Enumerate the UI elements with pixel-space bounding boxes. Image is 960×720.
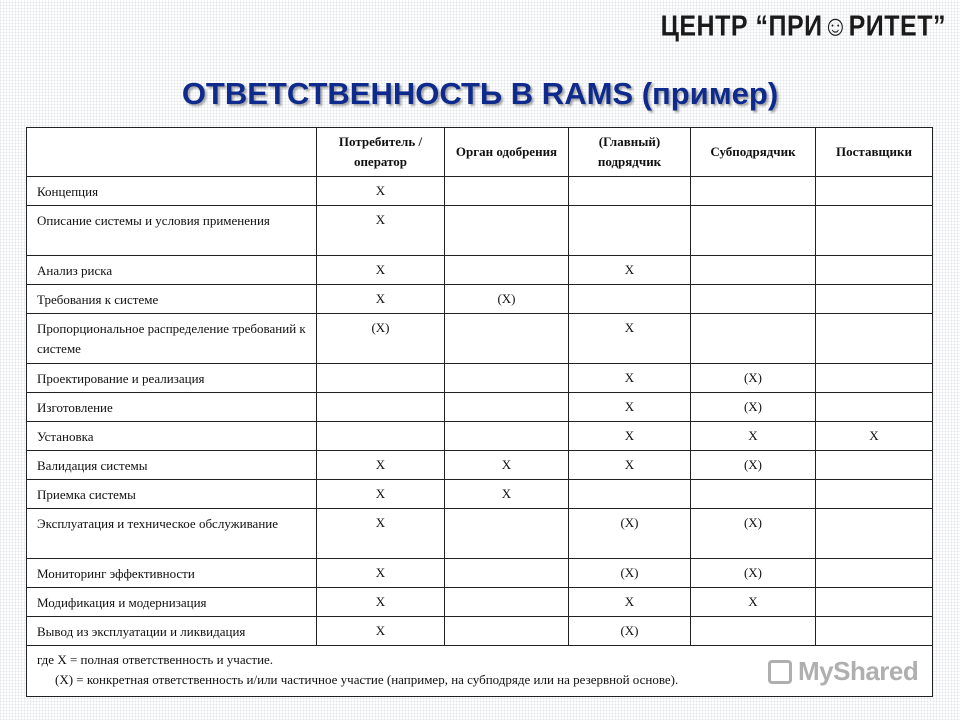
activity-cell: Модификация и модернизация	[27, 588, 317, 617]
mark-cell: X	[569, 588, 691, 617]
activity-cell: Пропорциональное распределение требований к системе	[27, 314, 317, 364]
mark-cell	[445, 393, 569, 422]
mark-cell: (X)	[691, 393, 816, 422]
table-row	[27, 256, 933, 285]
mark-cell: X	[691, 588, 816, 617]
activity-cell: Анализ риска	[27, 256, 317, 285]
mark-cell	[445, 256, 569, 285]
column-header-main-contractor: (Главный) подрядчик	[569, 128, 691, 177]
mark-cell	[445, 177, 569, 206]
activity-cell: Приемка системы	[27, 480, 317, 509]
column-header-subcontractor: Субподрядчик	[691, 128, 816, 177]
table-row	[27, 588, 933, 617]
activity-cell: Требования к системе	[27, 285, 317, 314]
mark-cell: X	[317, 509, 445, 559]
mark-cell: (X)	[691, 559, 816, 588]
watermark-text: MyShared	[798, 656, 919, 686]
mark-cell: (X)	[691, 451, 816, 480]
mark-cell	[317, 364, 445, 393]
column-header-customer-operator: Потребитель / оператор	[317, 128, 445, 177]
mark-cell: X	[317, 206, 445, 256]
mark-cell: X	[317, 256, 445, 285]
table-row	[27, 177, 933, 206]
mark-cell	[691, 314, 816, 364]
mark-cell	[816, 314, 933, 364]
mark-cell	[691, 285, 816, 314]
mark-cell	[445, 206, 569, 256]
activity-cell: Мониторинг эффективности	[27, 559, 317, 588]
mark-cell	[569, 206, 691, 256]
mark-cell	[445, 314, 569, 364]
mark-cell	[691, 206, 816, 256]
table-row	[27, 314, 933, 364]
presentation-icon	[768, 660, 792, 684]
mark-cell: X	[317, 177, 445, 206]
activity-cell: Проектирование и реализация	[27, 364, 317, 393]
mark-cell	[445, 588, 569, 617]
mark-cell	[816, 509, 933, 559]
mark-cell: X	[317, 617, 445, 646]
mark-cell	[569, 285, 691, 314]
mark-cell	[816, 480, 933, 509]
mark-cell	[445, 559, 569, 588]
mark-cell	[317, 422, 445, 451]
mark-cell: X	[317, 588, 445, 617]
mark-cell: X	[317, 285, 445, 314]
activity-cell: Описание системы и условия применения	[27, 206, 317, 256]
mark-cell	[816, 588, 933, 617]
table-row	[27, 617, 933, 646]
mark-cell	[691, 177, 816, 206]
mark-cell: X	[569, 422, 691, 451]
logo: ЦЕНТР “ПРИ☺РИТЕТ”	[660, 10, 946, 43]
mark-cell: X	[569, 451, 691, 480]
mark-cell: X	[317, 480, 445, 509]
table-row	[27, 364, 933, 393]
table-row	[27, 393, 933, 422]
mark-cell	[691, 480, 816, 509]
activity-cell: Изготовление	[27, 393, 317, 422]
table-row	[27, 451, 933, 480]
mark-cell: (X)	[445, 285, 569, 314]
table-row	[27, 480, 933, 509]
mark-cell: X	[816, 422, 933, 451]
mark-cell: (X)	[569, 509, 691, 559]
activity-cell: Эксплуатация и техническое обслуживание	[27, 509, 317, 559]
mark-cell: (X)	[569, 559, 691, 588]
mark-cell	[816, 451, 933, 480]
table-row	[27, 285, 933, 314]
activity-cell: Концепция	[27, 177, 317, 206]
mark-cell	[691, 256, 816, 285]
mark-cell: (X)	[691, 509, 816, 559]
column-header-approval-body: Орган одобрения	[445, 128, 569, 177]
activity-cell: Валидация системы	[27, 451, 317, 480]
mark-cell: X	[445, 451, 569, 480]
mark-cell: X	[445, 480, 569, 509]
mark-cell	[445, 364, 569, 393]
activity-cell: Вывод из эксплуатации и ликвидация	[27, 617, 317, 646]
mark-cell	[816, 206, 933, 256]
mark-cell	[816, 256, 933, 285]
table-row	[27, 559, 933, 588]
mark-cell: (X)	[691, 364, 816, 393]
mark-cell: (X)	[569, 617, 691, 646]
table-row	[27, 509, 933, 559]
mark-cell	[816, 177, 933, 206]
mark-cell	[816, 617, 933, 646]
mark-cell	[445, 509, 569, 559]
mark-cell: X	[317, 451, 445, 480]
page-title: ОТВЕТСТВЕННОСТЬ В RAMS (пример)	[181, 76, 779, 111]
mark-cell: X	[569, 314, 691, 364]
column-header-suppliers: Поставщики	[816, 128, 933, 177]
mark-cell	[317, 393, 445, 422]
mark-cell: X	[569, 393, 691, 422]
mark-cell: (X)	[317, 314, 445, 364]
activity-cell: Установка	[27, 422, 317, 451]
mark-cell	[569, 177, 691, 206]
table-header-row	[27, 128, 933, 177]
table-row	[27, 422, 933, 451]
mark-cell: X	[691, 422, 816, 451]
mark-cell	[445, 617, 569, 646]
mark-cell: X	[569, 364, 691, 393]
table-row	[27, 206, 933, 256]
mark-cell	[816, 364, 933, 393]
legend-full-responsibility: где X = полная ответственность и участие.	[37, 652, 274, 667]
mark-cell	[816, 393, 933, 422]
mark-cell	[569, 480, 691, 509]
column-header-activity	[27, 128, 317, 177]
mark-cell: X	[317, 559, 445, 588]
responsibility-table	[26, 127, 933, 697]
legend-partial-responsibility: (X) = конкретная ответственность и/или частичное участие (например, на субподряде или на резервной основе).	[55, 672, 679, 687]
mark-cell	[445, 422, 569, 451]
mark-cell	[691, 617, 816, 646]
mark-cell: X	[569, 256, 691, 285]
mark-cell	[816, 285, 933, 314]
watermark	[768, 656, 918, 687]
mark-cell	[816, 559, 933, 588]
